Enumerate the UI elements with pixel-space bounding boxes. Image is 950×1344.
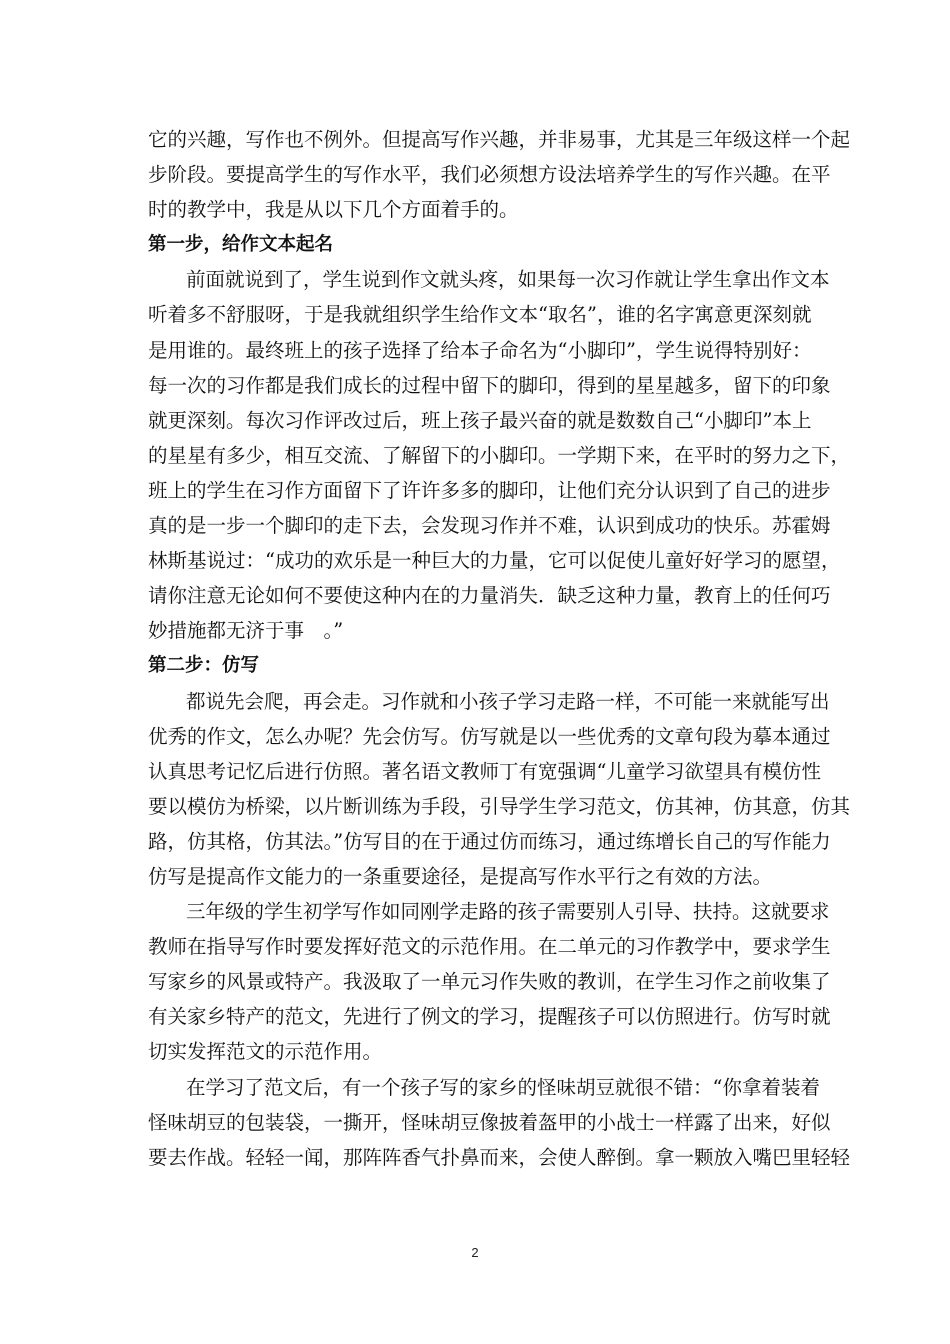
text-line: 要以模仿为桥梁，以片断训练为手段，引导学生学习范文，仿其神，仿其意，仿其 bbox=[148, 794, 851, 818]
text-line: 三年级的学生初学写作如同刚学走路的孩子需要别人引导、扶持。这就要求 bbox=[186, 900, 830, 924]
document-body bbox=[148, 122, 851, 1175]
text-line: 切实发挥范文的示范作用。 bbox=[148, 1040, 383, 1064]
text-line: 请你注意无论如何不要使这种内在的力量消失．缺乏这种力量，教育上的任何巧 bbox=[148, 584, 831, 608]
text-line: 听着多不舒服呀，于是我就组织学生给作文本“取名”，谁的名字寓意更深刻就 bbox=[148, 303, 812, 327]
text-line: 每一次的习作都是我们成长的过程中留下的脚印，得到的星星越多，留下的印象 bbox=[148, 373, 831, 397]
text-line: 优秀的作文，怎么办呢？先会仿写。仿写就是以一些优秀的文章句段为摹本通过 bbox=[148, 724, 831, 748]
text-line: 时的教学中，我是从以下几个方面着手的。 bbox=[148, 198, 519, 222]
text-line: 班上的学生在习作方面留下了许许多多的脚印，让他们充分认识到了自己的进步 bbox=[148, 478, 831, 502]
section-heading: 第一步，给作文本起名 bbox=[148, 234, 334, 256]
text-line: 怪味胡豆的包装袋，一撕开，怪味胡豆像披着盔甲的小战士一样露了出来，好似 bbox=[148, 1110, 831, 1134]
text-line: 真的是一步一个脚印的走下去，会发现习作并不难，认识到成功的快乐。苏霍姆 bbox=[148, 514, 831, 538]
text-line: 步阶段。要提高学生的写作水平，我们必须想方设法培养学生的写作兴趣。在平 bbox=[148, 163, 831, 187]
text-line: 路，仿其格，仿其法。”仿写目的在于通过仿而练习，通过练增长自己的写作能力 bbox=[148, 829, 831, 853]
text-line: 在学习了范文后，有一个孩子写的家乡的怪味胡豆就很不错：“你拿着装着 bbox=[186, 1075, 820, 1099]
text-line: 是用谁的。最终班上的孩子选择了给本子命名为“小脚印”，学生说得特别好： bbox=[148, 338, 812, 362]
section-heading: 第二步：仿写 bbox=[148, 655, 260, 677]
text-line: 要去作战。轻轻一闻，那阵阵香气扑鼻而来，会使人醉倒。拿一颗放入嘴巴里轻轻 bbox=[148, 1145, 851, 1169]
text-line: 就更深刻。每次习作评改过后，班上孩子最兴奋的就是数数自己“小脚印”本上 bbox=[148, 408, 812, 432]
page-number: 2 bbox=[471, 1245, 479, 1260]
text-line: 教师在指导写作时要发挥好范文的示范作用。在二单元的习作教学中，要求学生 bbox=[148, 935, 831, 959]
text-line: 前面就说到了，学生说到作文就头疼，如果每一次习作就让学生拿出作文本 bbox=[186, 268, 830, 292]
text-line: 妙措施都无济于事 。” bbox=[148, 619, 344, 643]
text-line: 认真思考记忆后进行仿照。著名语文教师丁有宽强调“儿童学习欲望具有模仿性 bbox=[148, 759, 821, 783]
text-line: 写家乡的风景或特产。我汲取了一单元习作失败的教训，在学生习作之前收集了 bbox=[148, 970, 831, 994]
text-line: 它的兴趣，写作也不例外。但提高写作兴趣，并非易事，尤其是三年级这样一个起 bbox=[148, 128, 851, 151]
text-line: 有关家乡特产的范文，先进行了例文的学习，提醒孩子可以仿照进行。仿写时就 bbox=[148, 1005, 831, 1029]
text-line: 都说先会爬，再会走。习作就和小孩子学习走路一样，不可能一来就能写出 bbox=[186, 689, 830, 713]
text-line: 仿写是提高作文能力的一条重要途径，是提高写作水平行之有效的方法。 bbox=[148, 864, 773, 888]
text-line: 林斯基说过：“成功的欢乐是一种巨大的力量，它可以促使儿童好好学习的愿望， bbox=[148, 549, 841, 573]
text-line: 的星星有多少，相互交流、了解留下的小脚印。一学期下来，在平时的努力之下， bbox=[148, 443, 851, 467]
